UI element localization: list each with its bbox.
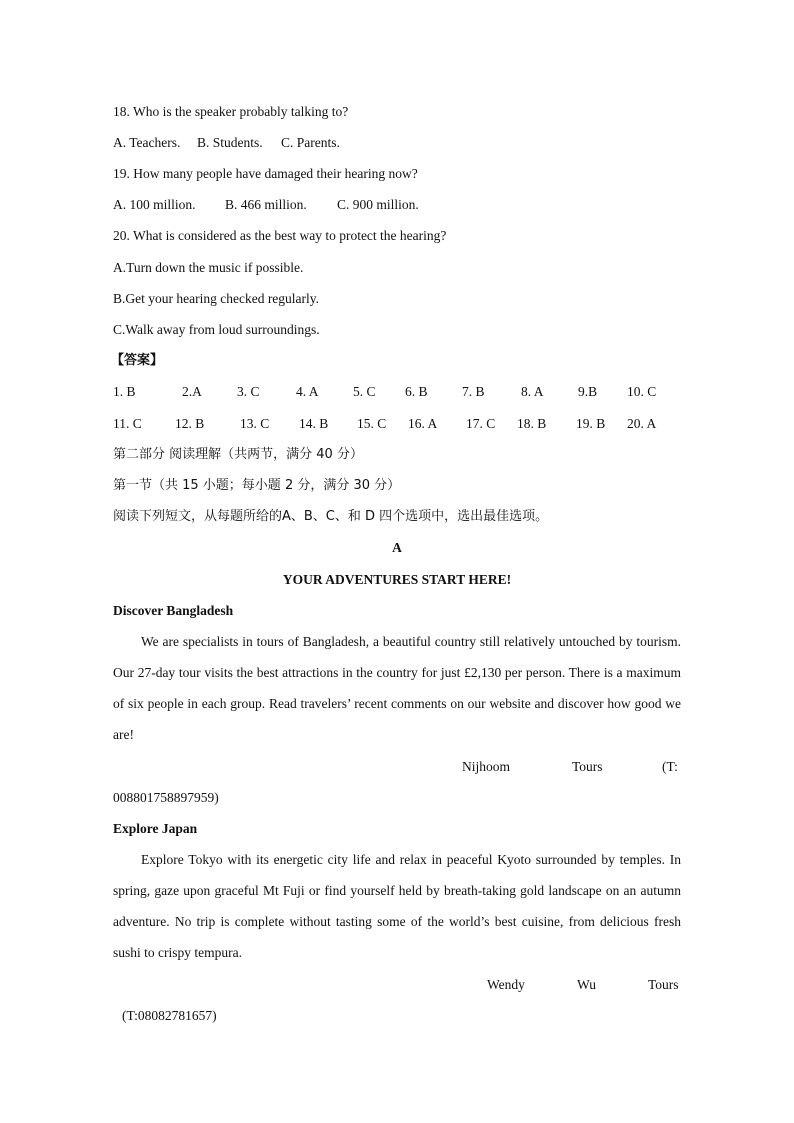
- answer-item: 2.A: [182, 384, 202, 399]
- answer-item: 17. C: [466, 416, 496, 431]
- q19-option-c: C. 900 million.: [337, 197, 419, 212]
- answer-item: 9.B: [578, 384, 598, 399]
- answer-item: 8. A: [521, 384, 544, 399]
- contact-word: Wu: [577, 977, 596, 992]
- q18-option-b: B. Students.: [197, 135, 263, 150]
- answer-item: 3. C: [237, 384, 260, 399]
- q20-option-a: A.Turn down the music if possible.: [113, 260, 304, 275]
- answer-item: 18. B: [517, 416, 547, 431]
- question-20: 20. What is considered as the best way to protect the hearing?: [113, 228, 447, 243]
- section-heading-japan: Explore Japan: [113, 821, 198, 836]
- question-19: 19. How many people have damaged their hearing now?: [113, 166, 418, 181]
- q18-option-a: A. Teachers.: [113, 135, 181, 150]
- q19-option-b: B. 466 million.: [225, 197, 307, 212]
- question-19-options: [113, 196, 419, 214]
- answer-item: 16. A: [408, 416, 438, 431]
- answer-item: 10. C: [627, 384, 657, 399]
- answer-item: 14. B: [299, 416, 329, 431]
- contact-word: Wendy: [487, 977, 525, 992]
- contact-word: Tours: [648, 977, 679, 992]
- q19-option-a: A. 100 million.: [113, 197, 196, 212]
- answer-item: 13. C: [240, 416, 270, 431]
- q18-option-c: C. Parents.: [281, 135, 340, 150]
- answer-item: 6. B: [405, 384, 428, 399]
- contact-word: Tours: [572, 759, 603, 774]
- paragraph-bangladesh: We are specialists in tours of Bangladesh, a beautiful country still relatively untouched by tourism. Our 27-day tour visits the best attractions in the country for just £2,130 per person. There is a maximum of six people in each group. Read travelers’ recent comments on our website and discover how good we are!: [113, 634, 681, 742]
- paragraph-japan: Explore Tokyo with its energetic city life and relax in peaceful Kyoto surrounded by temples. In spring, gaze upon graceful Mt Fuji or find yourself held by breath-taking gold landscape on an autumn adventure. No trip is complete without tasting some of the world’s best cuisine, from delicious fresh sushi to crispy tempura.: [113, 852, 681, 960]
- answer-item: 19. B: [576, 416, 606, 431]
- contact-phone-bangladesh: 008801758897959): [113, 790, 219, 805]
- answer-item: 7. B: [462, 384, 485, 399]
- answer-item: 4. A: [296, 384, 319, 399]
- answer-item: 12. B: [175, 416, 205, 431]
- q20-option-b: B.Get your hearing checked regularly.: [113, 291, 320, 306]
- part2-title: 第二部分 阅读理解（共两节，满分 40 分）: [113, 447, 363, 462]
- answer-item: 5. C: [353, 384, 376, 399]
- section-heading-bangladesh: Discover Bangladesh: [113, 603, 234, 618]
- part2-section1: 第一节（共 15 小题；每小题 2 分，满分 30 分）: [113, 478, 401, 493]
- answer-item: 15. C: [357, 416, 387, 431]
- question-18: 18. Who is the speaker probably talking to?: [113, 104, 349, 119]
- passage-title: YOUR ADVENTURES START HERE!: [282, 572, 512, 587]
- passage-letter: A: [392, 540, 402, 555]
- contact-word: (T:: [662, 759, 678, 774]
- answer-item: 20. A: [627, 416, 657, 431]
- q20-option-c: C.Walk away from loud surroundings.: [113, 322, 320, 337]
- question-18-options: [113, 134, 340, 152]
- contact-phone-japan: (T:08082781657): [122, 1008, 217, 1023]
- answer-item: 11. C: [113, 416, 142, 431]
- answer-item: 1. B: [113, 384, 136, 399]
- part2-instruction: 阅读下列短文，从每题所给的A、B、C、和 D 四个选项中，选出最佳选项。: [113, 509, 549, 524]
- answers-heading: 【答案】: [111, 353, 164, 368]
- contact-word: Nijhoom: [462, 759, 511, 774]
